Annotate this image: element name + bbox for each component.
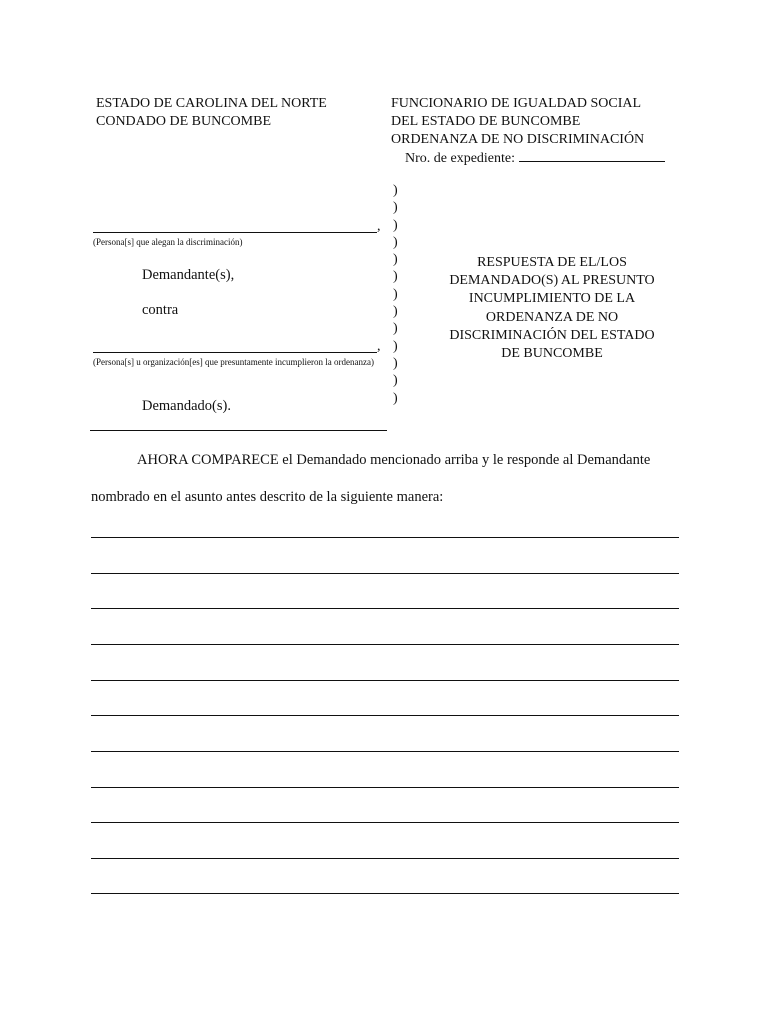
paren: ): [393, 321, 398, 337]
answer-line[interactable]: [91, 573, 679, 574]
paren: ): [393, 286, 398, 302]
answer-line[interactable]: [91, 680, 679, 681]
title-line: DEMANDADO(S) AL PRESUNTO: [449, 273, 655, 289]
caption-parentheses: [393, 182, 398, 407]
answer-line[interactable]: [91, 608, 679, 609]
answer-line[interactable]: [91, 822, 679, 823]
answer-line[interactable]: [91, 787, 679, 788]
paren: ): [393, 269, 398, 285]
paren: ): [393, 234, 398, 250]
caption-divider: [90, 430, 387, 431]
agency-line-1: FUNCIONARIO DE IGUALDAD SOCIAL: [391, 96, 642, 111]
paren: ): [393, 355, 398, 371]
title-line: INCUMPLIMIENTO DE LA: [468, 291, 636, 307]
county-name: CONDADO DE BUNCOMBE: [96, 114, 272, 129]
answer-line[interactable]: [91, 858, 679, 859]
ordinance-name: ORDENANZA DE NO DISCRIMINACIÓN: [391, 132, 645, 147]
plaintiff-label: Demandante(s),: [142, 267, 235, 283]
state-name: ESTADO DE CAROLINA DEL NORTE: [96, 96, 327, 111]
answer-line[interactable]: [91, 644, 679, 645]
paren: ): [393, 338, 398, 354]
defendant-comma: ,: [377, 339, 381, 354]
docket-number-row: [391, 149, 665, 168]
answer-line[interactable]: [91, 893, 679, 894]
versus-label: contra: [142, 302, 179, 318]
paren: ): [393, 183, 398, 198]
document-title: [428, 254, 676, 363]
answer-line[interactable]: [91, 751, 679, 752]
agency-line-2: DEL ESTADO DE BUNCOMBE: [391, 114, 581, 129]
paren: ): [393, 252, 398, 268]
title-line: DISCRIMINACIÓN DEL ESTADO: [449, 327, 655, 343]
paren: ): [393, 304, 398, 320]
intro-paragraph-line-1: AHORA COMPARECE el Demandado mencionado arriba y le responde al Demandante: [137, 452, 651, 468]
title-line: RESPUESTA DE EL/LOS: [477, 255, 627, 270]
county-header: [96, 95, 327, 131]
answer-line[interactable]: [91, 537, 679, 538]
title-line: ORDENANZA DE NO: [485, 309, 619, 325]
defendant-label: Demandado(s).: [142, 398, 231, 414]
title-line: DE BUNCOMBE: [501, 346, 603, 362]
defendant-note: (Persona[s] u organización[es] que presuntamente incumplieron la ordenanza): [93, 357, 374, 367]
answer-line[interactable]: [91, 715, 679, 716]
docket-number-label: Nro. de expediente:: [405, 151, 516, 166]
paren: ): [393, 390, 398, 406]
plaintiff-comma: ,: [377, 219, 381, 234]
plaintiff-name-field[interactable]: [93, 232, 377, 233]
agency-header: [391, 95, 665, 168]
defendant-name-field[interactable]: [93, 352, 377, 353]
docket-number-field[interactable]: [519, 149, 665, 162]
intro-paragraph-line-2: nombrado en el asunto antes descrito de la siguiente manera:: [91, 489, 444, 505]
plaintiff-note: (Persona[s] que alegan la discriminación): [93, 237, 243, 247]
paren: ): [393, 200, 398, 216]
paren: ): [393, 217, 398, 233]
paren: ): [393, 373, 398, 389]
